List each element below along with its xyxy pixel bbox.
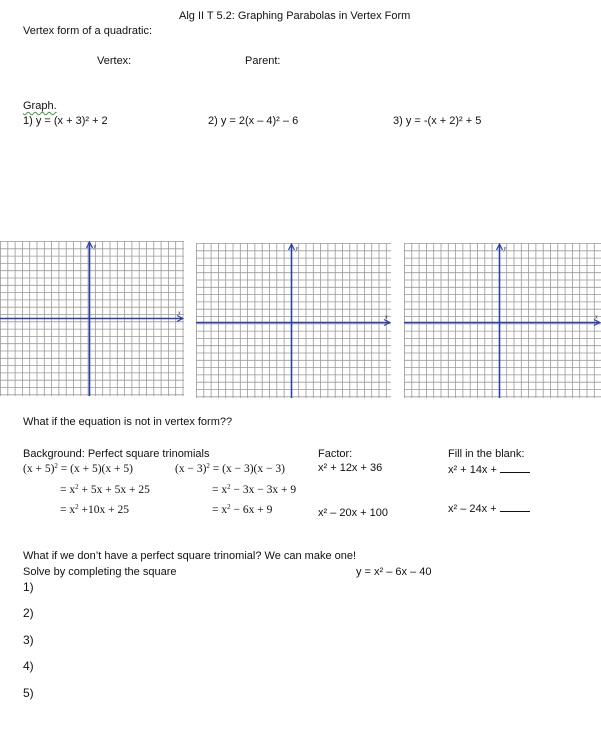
coordinate-grid-3 xyxy=(404,243,601,398)
fill-blank-item-2 xyxy=(448,501,530,515)
x-axis-label: x xyxy=(595,314,598,321)
step-number-1: 1) xyxy=(23,580,34,594)
grid-lines xyxy=(404,243,601,398)
graph-problem-2 xyxy=(208,115,298,127)
fill-blank-item-1 xyxy=(448,462,530,476)
step-number-2: 2) xyxy=(23,606,34,620)
x-axis-label: x xyxy=(178,310,181,317)
step-number-4: 4) xyxy=(23,659,34,673)
problem-number: 3) xyxy=(393,115,403,127)
vertex-label: Vertex: xyxy=(97,55,132,67)
factor-item-1: x² + 12x + 36 xyxy=(318,462,383,474)
vertex-form-label: Vertex form of a quadratic: xyxy=(23,25,153,37)
example2-line1: $(x - 3)^2 = (x - 3)(x - 3)$ xyxy=(175,462,285,475)
step-number-5: 5) xyxy=(23,686,34,700)
factor-item-2: x² – 20x + 100 xyxy=(318,507,389,519)
fill-blank-heading: Fill in the blank: xyxy=(448,448,525,460)
fill-blank-expression: x² + 14x + xyxy=(448,464,497,476)
page-title xyxy=(179,10,410,22)
y-axis-label: y xyxy=(295,246,299,252)
coordinate-grid-2 xyxy=(196,243,391,398)
example2-line3: = $x^2 - 6x + 9$ xyxy=(212,503,273,516)
completing-instruction: Solve by completing the square xyxy=(23,566,177,578)
y-axis-label: y xyxy=(503,246,507,252)
problem-number: 1) xyxy=(23,115,33,127)
completing-equation: y = x² – 6x – 40 xyxy=(356,566,432,578)
answer-blank[interactable] xyxy=(500,462,530,473)
not-vertex-form-question: What if the equation is not in vertex form?? xyxy=(23,416,233,428)
graph-heading: Graph. xyxy=(23,100,57,112)
background-heading: Background: Perfect square trinomials xyxy=(23,448,210,460)
problem-equation: y = -(x + 2)² + 5 xyxy=(405,115,482,127)
page-title-text: Alg II T 5.2: Graphing Parabolas in Vertex Form xyxy=(179,10,411,22)
problem-equation: y = 2(x – 4)² – 6 xyxy=(220,115,299,127)
problem-number: 2) xyxy=(208,115,218,127)
y-axis-label: y xyxy=(93,244,97,250)
example1-line3: = $x^2 +10x + 25$ xyxy=(60,503,129,516)
coordinate-grid-1 xyxy=(0,241,184,396)
problem-equation: y = (x + 3)² + 2 xyxy=(35,115,108,127)
example2-line2: = $x^2 - 3x - 3x + 9$ xyxy=(212,483,297,496)
grid-lines xyxy=(196,243,391,398)
completing-question: What if we don’t have a perfect square trinomial? We can make one! xyxy=(23,550,357,562)
parent-label: Parent: xyxy=(245,55,281,67)
graph-problem-3 xyxy=(393,115,481,127)
answer-blank[interactable] xyxy=(500,501,530,512)
fill-blank-expression: x² – 24x + xyxy=(448,503,497,515)
step-number-3: 3) xyxy=(23,633,34,647)
example1-line1: $(x + 5)^2 = (x + 5)(x + 5)$ xyxy=(23,462,133,475)
factor-heading: Factor: xyxy=(318,448,353,460)
graph-problem-1 xyxy=(23,115,108,127)
x-axis-label: x xyxy=(385,314,388,321)
example1-line2: = $x^2 + 5x + 5x + 25$ xyxy=(60,483,150,496)
